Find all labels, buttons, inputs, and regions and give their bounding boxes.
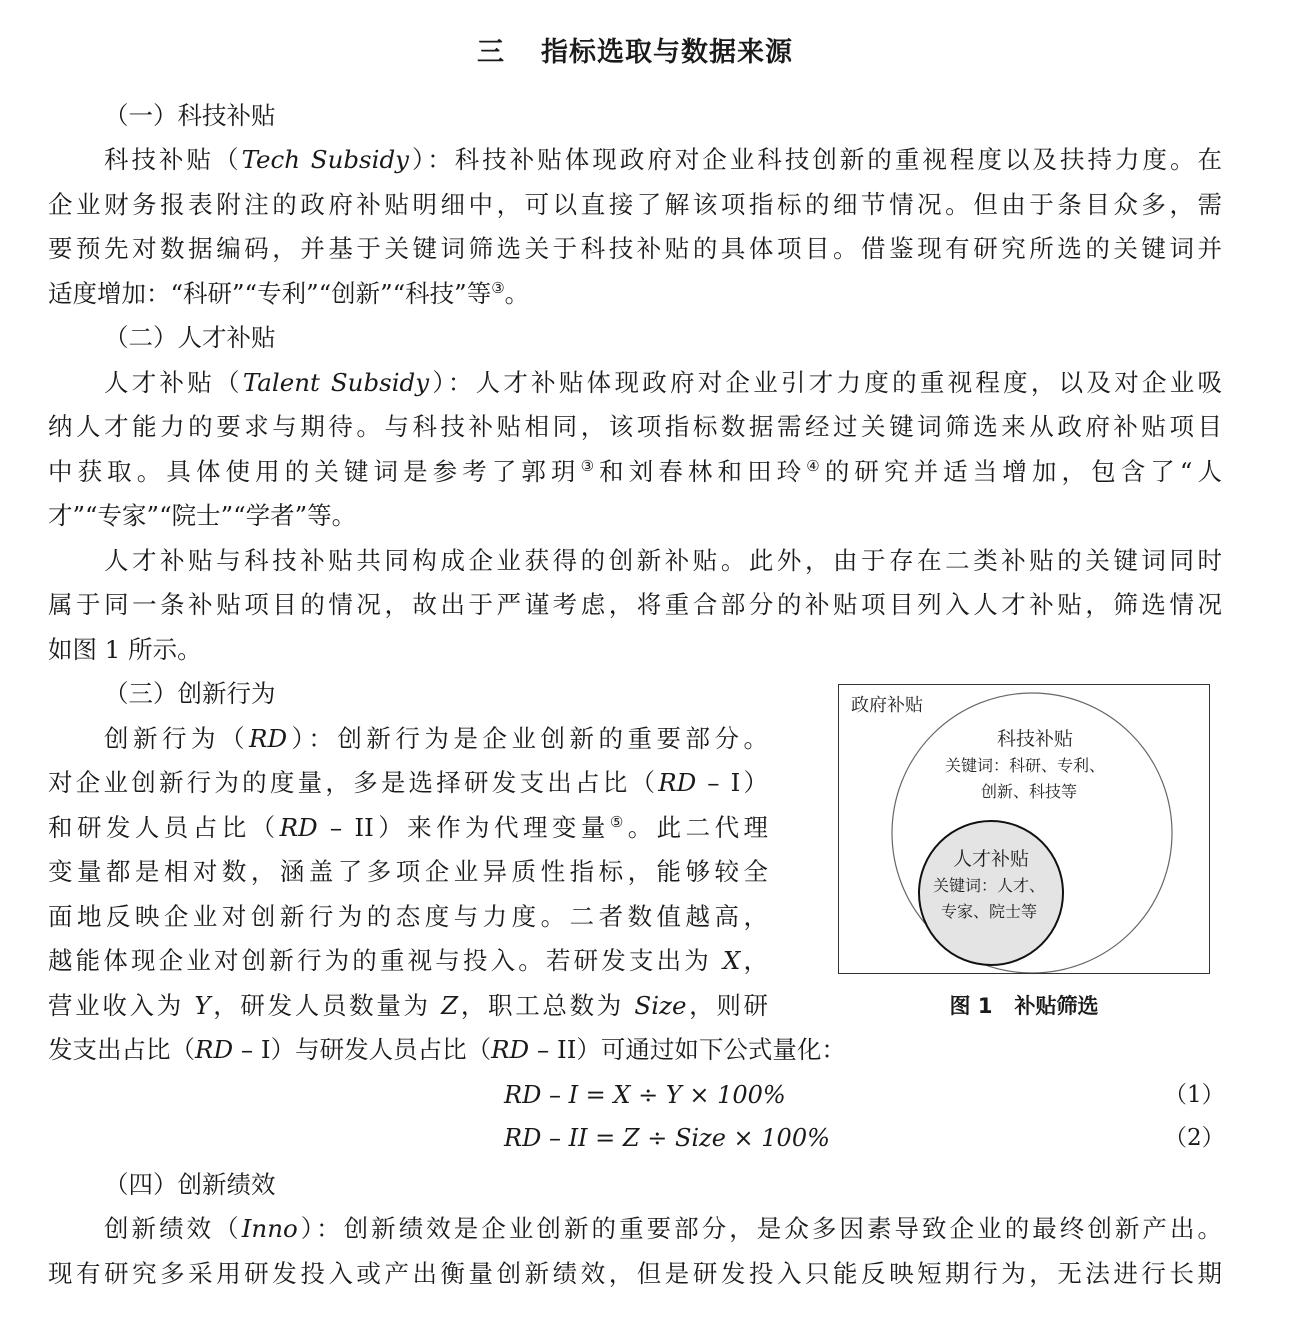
section-title-text: 指标选取与数据来源 [541,37,793,68]
equation-1: RD – I = X ÷ Y × 100% [504,1081,786,1109]
paragraph-line: 属于同一条补贴项目的情况，故出于严谨考虑，将重合部分的补贴项目列入人才补贴，筛选情况 [48,590,1222,619]
footnote-ref: ⑤ [609,813,628,831]
footnote-ref: ③ [580,457,600,475]
paragraph-line: 和研发人员占比（RD – II）来作为代理变量⑤。此二代理 [48,813,769,842]
talent-subsidy-keywords-2: 专家、院士等 [940,902,1038,921]
subsection-heading-4: （四）创新绩效 [104,1170,276,1199]
figure-subsidy-venn [838,684,1210,974]
paragraph-line: 企业财务报表附注的政府补贴明细中，可以直接了解该项指标的细节情况。但由于条目众多，需 [48,190,1222,219]
paragraph-line: 越能体现企业对创新行为的重视与投入。若研发支出为 X， [48,946,768,975]
section-title [48,30,1222,69]
subsection-heading-3: （三）创新行为 [104,679,276,708]
paragraph-line: 要预先对数据编码，并基于关键词筛选关于科技补贴的具体项目。借鉴现有研究所选的关键词并 [48,234,1222,263]
paragraph-line: 营业收入为 Y，研发人员数量为 Z，职工总数为 Size，则研 [48,991,768,1020]
talent-subsidy-keywords-1: 关键词：人才、 [932,876,1046,895]
paragraph-line: 科技补贴（Tech Subsidy）：科技补贴体现政府对企业科技创新的重视程度以及扶持力度。在 [104,145,1223,174]
outer-label: 政府补贴 [851,695,923,716]
talent-subsidy-title: 人才补贴 [952,848,1030,870]
paragraph-line: 人才补贴与科技补贴共同构成企业获得的创新补贴。此外，由于存在二类补贴的关键词同时 [104,546,1222,575]
section-number: 三 [477,37,505,68]
figure-number: 图 1 [949,994,993,1018]
equation-number-2: （2） [1164,1125,1225,1151]
subsection-heading-1: （一）科技补贴 [104,101,276,130]
paragraph-line: 现有研究多采用研发投入或产出衡量创新绩效，但是研发投入只能反映短期行为，无法进行长期 [48,1259,1222,1288]
subsection-heading-2: （二）人才补贴 [104,323,276,352]
tech-subsidy-keywords-2: 创新、科技等 [980,782,1078,801]
figure-caption-text: 补贴筛选 [1014,994,1099,1018]
footnote-ref: ③ [491,279,505,297]
paragraph-line: 纳人才能力的要求与期待。与科技补贴相同，该项指标数据需经过关键词筛选来从政府补贴项目 [48,412,1222,441]
paragraph-line: 中获取。具体使用的关键词是参考了郭玥③和刘春林和田玲④的研究并适当增加，包含了“人 [48,457,1223,486]
paragraph-line: 适度增加：“科研”“专利”“创新”“科技”等③。 [48,279,530,308]
paragraph-line: 创新绩效（Inno）：创新绩效是企业创新的重要部分，是众多因素导致企业的最终创新产出。 [104,1214,1223,1243]
paragraph-line: 创新行为（RD）：创新行为是企业创新的重要部分。 [104,724,769,753]
tech-subsidy-title: 科技补贴 [996,728,1074,750]
equation-number-1: （1） [1164,1082,1225,1108]
equation-2: RD – II = Z ÷ Size × 100% [504,1124,830,1152]
tech-subsidy-keywords-1: 关键词：科研、专利、 [944,756,1106,775]
figure-caption [838,990,1210,1020]
paragraph-line: 才”“专家”“院士”“学者”等。 [48,501,357,530]
paragraph-line: 对企业创新行为的度量，多是选择研发支出占比（RD – I） [48,768,768,797]
paragraph-line: 发支出占比（RD – I）与研发人员占比（RD – II）可通过如下公式量化： [48,1035,846,1064]
paragraph-line: 变量都是相对数，涵盖了多项企业异质性指标，能够较全 [48,857,768,886]
paragraph-line: 如图 1 所示。 [48,635,202,664]
venn-diagram [839,685,1209,973]
paragraph-line: 人才补贴（Talent Subsidy）：人才补贴体现政府对企业引才力度的重视程度，以及对企业吸 [104,368,1223,397]
paragraph-line: 面地反映企业对创新行为的态度与力度。二者数值越高， [48,902,768,931]
footnote-ref: ④ [806,457,825,475]
